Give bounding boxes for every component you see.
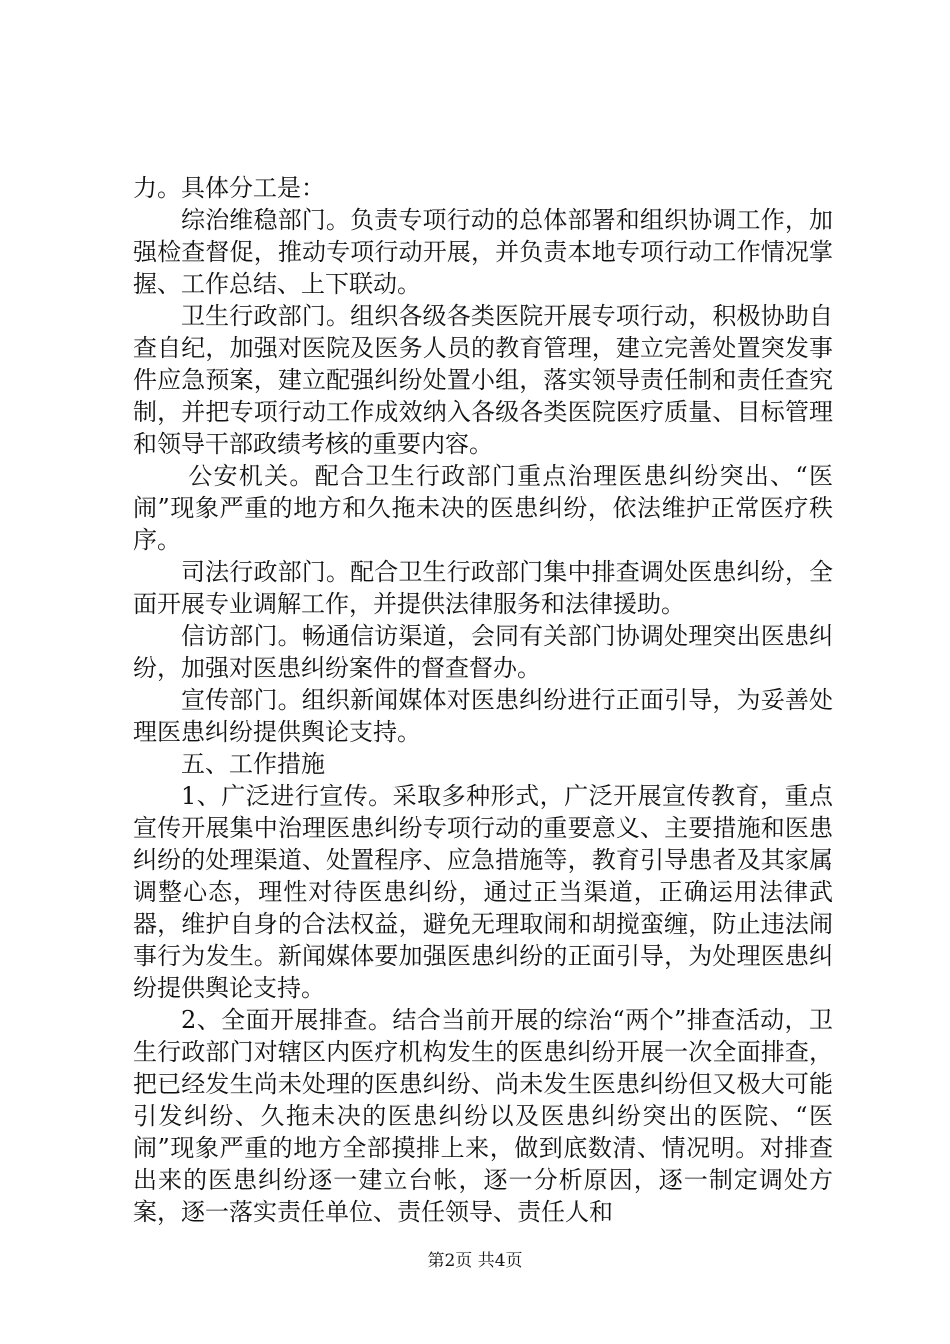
- paragraph-measure-publicity: 1、广泛进行宣传。采取多种形式，广泛开展宣传教育，重点宣传开展集中治理医患纠纷专项行动的重要意义、主要措施和医患纠纷的处理渠道、处置程序、应急措施等，教育引导患者及其家属调整心态，理性对待医患纠纷，通过正当渠道，正确运用法律武器，维护自身的合法权益，避免无理取闹和胡搅蛮缠，防止违法闹事行为发生。新闻媒体要加强医患纠纷的正面引导，为处理医患纠纷提供舆论支持。: [133, 782, 833, 1002]
- paragraph-comprehensive-governance: 综治维稳部门。负责专项行动的总体部署和组织协调工作，加强检查督促，推动专项行动开展，并负责本地专项行动工作情况掌握、工作总结、上下联动。: [133, 206, 833, 298]
- paragraph-judicial-administration: 司法行政部门。配合卫生行政部门集中排查调处医患纠纷，全面开展专业调解工作，并提供法律服务和法律援助。: [133, 558, 833, 618]
- paragraph-petition-department: 信访部门。畅通信访渠道，会同有关部门协调处理突出医患纠纷，加强对医患纠纷案件的督查督办。: [133, 622, 833, 682]
- paragraph-publicity-department: 宣传部门。组织新闻媒体对医患纠纷进行正面引导，为妥善处理医患纠纷提供舆论支持。: [133, 686, 833, 746]
- section-heading-work-measures: 五、工作措施: [181, 750, 325, 778]
- paragraph-measure-investigation: 2、全面开展排查。结合当前开展的综治“两个”排查活动，卫生行政部门对辖区内医疗机构发生的医患纠纷开展一次全面排查，把已经发生尚未处理的医患纠纷、尚未发生医患纠纷但又极大可能引发纠纷、久拖未决的医患纠纷以及医患纠纷突出的医院、“医闹”现象严重的地方全部摸排上来，做到底数清、情况明。对排查出来的医患纠纷逐一建立台帐，逐一分析原因，逐一制定调处方案，逐一落实责任单位、责任领导、责任人和: [133, 1006, 833, 1226]
- paragraph-intro: 力。具体分工是：: [133, 174, 325, 202]
- paragraph-public-security: 公安机关。配合卫生行政部门重点治理医患纠纷突出、“医闹”现象严重的地方和久拖未决的医患纠纷，依法维护正常医疗秩序。: [133, 462, 833, 554]
- document-body: [133, 172, 833, 1228]
- paragraph-health-administration: 卫生行政部门。组织各级各类医院开展专项行动，积极协助自查自纪，加强对医院及医务人员的教育管理，建立完善处置突发事件应急预案，建立配强纠纷处置小组，落实领导责任制和责任查究制，并把专项行动工作成效纳入各级各类医院医疗质量、目标管理和领导干部政绩考核的重要内容。: [133, 302, 833, 458]
- page-number-footer: 第2页 共4页: [427, 1251, 523, 1271]
